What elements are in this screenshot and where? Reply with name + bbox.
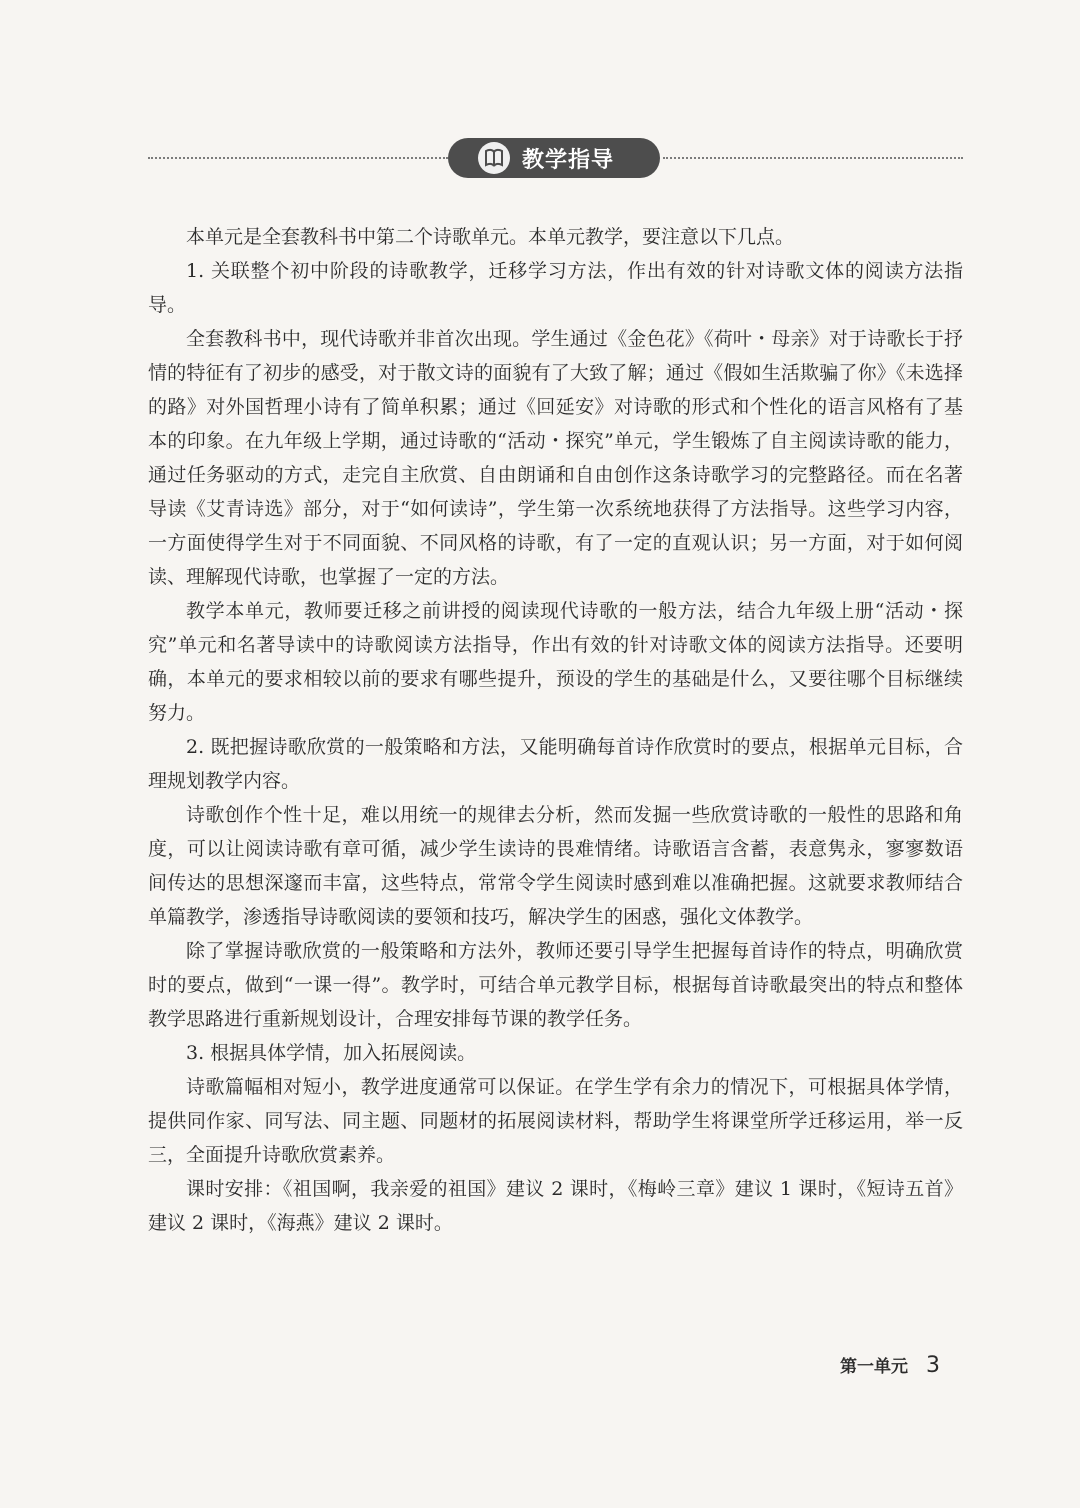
paragraph: 1. 关联整个初中阶段的诗歌教学，迁移学习方法，作出有效的针对诗歌文体的阅读方法指导。: [148, 260, 963, 316]
paragraph: 除了掌握诗歌欣赏的一般策略和方法外，教师还要引导学生把握每首诗作的特点，明确欣赏时的要点，做到“一课一得”。教学时，可结合单元教学目标，根据每首诗歌最突出的特点和整体教学思路进行重新规划设计，合理安排每节课的教学任务。: [148, 940, 963, 1030]
paragraph: 全套教科书中，现代诗歌并非首次出现。学生通过《金色花》《荷叶・母亲》对于诗歌长于抒情的特征有了初步的感受，对于散文诗的面貌有了大致了解；通过《假如生活欺骗了你》《未选择的路》对外国哲理小诗有了简单积累；通过《回延安》对诗歌的形式和个性化的语言风格有了基本的印象。在九年级上学期，通过诗歌的“活动・探究”单元，学生锻炼了自主阅读诗歌的能力，通过任务驱动的方式，走完自主欣赏、自由朗诵和自由创作这条诗歌学习的完整路径。而在名著导读《艾青诗选》部分，对于“如何读诗”，学生第一次系统地获得了方法指导。这些学习内容，一方面使得学生对于不同面貌、不同风格的诗歌，有了一定的直观认识；另一方面，对于如何阅读、理解现代诗歌，也掌握了一定的方法。: [148, 328, 963, 588]
section-title-badge: [448, 138, 660, 178]
book-icon: [478, 142, 510, 174]
section-header: [148, 138, 963, 178]
dotted-divider-right: [663, 157, 963, 159]
paragraph: 诗歌篇幅相对短小，教学进度通常可以保证。在学生学有余力的情况下，可根据具体学情，提供同作家、同写法、同主题、同题材的拓展阅读材料，帮助学生将课堂所学迁移运用，举一反三，全面提升诗歌欣赏素养。: [148, 1076, 963, 1166]
dotted-divider-left: [148, 157, 448, 159]
body-text: [148, 220, 963, 1240]
page-number: 3: [926, 1353, 940, 1378]
paragraph: 诗歌创作个性十足，难以用统一的规律去分析，然而发掘一些欣赏诗歌的一般性的思路和角度，可以让阅读诗歌有章可循，减少学生读诗的畏难情绪。诗歌语言含蓄，表意隽永，寥寥数语间传达的思想深邃而丰富，这些特点，常常令学生阅读时感到难以准确把握。这就要求教师结合单篇教学，渗透指导诗歌阅读的要领和技巧，解决学生的困惑，强化文体教学。: [148, 804, 963, 928]
paragraph: 2. 既把握诗歌欣赏的一般策略和方法，又能明确每首诗作欣赏时的要点，根据单元目标，合理规划教学内容。: [148, 736, 963, 792]
page-footer: [840, 1352, 965, 1378]
paragraph: 教学本单元，教师要迁移之前讲授的阅读现代诗歌的一般方法，结合九年级上册“活动・探究”单元和名著导读中的诗歌阅读方法指导，作出有效的针对诗歌文体的阅读方法指导。还要明确，本单元的要求相较以前的要求有哪些提升，预设的学生的基础是什么，又要往哪个目标继续努力。: [148, 600, 963, 724]
unit-label: 第一单元: [840, 1357, 908, 1377]
paragraph: 本单元是全套教科书中第二个诗歌单元。本单元教学，要注意以下几点。: [186, 226, 795, 248]
section-title: 教学指导: [522, 147, 615, 173]
paragraph: 课时安排：《祖国啊，我亲爱的祖国》建议 2 课时，《梅岭三章》建议 1 课时，《短诗五首》建议 2 课时，《海燕》建议 2 课时。: [148, 1178, 963, 1234]
paragraph: 3. 根据具体学情，加入拓展阅读。: [186, 1042, 477, 1064]
